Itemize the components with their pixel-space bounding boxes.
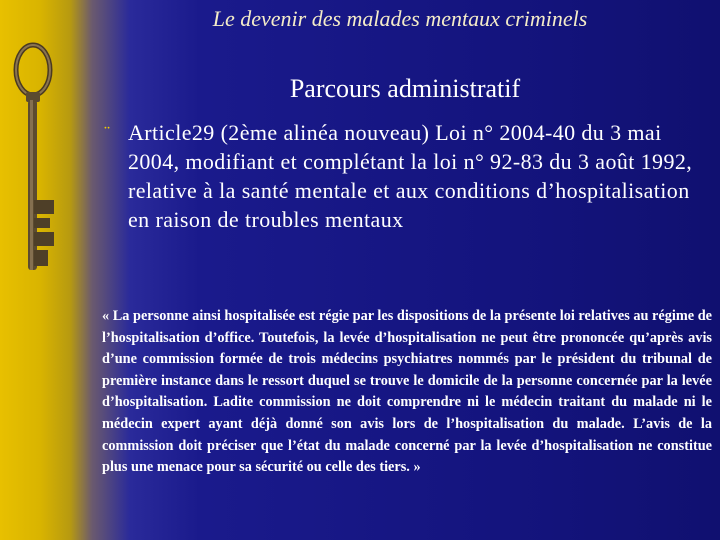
law-quote: « La personne ainsi hospitalisée est régie par les dispositions de la présente loi relatives au régime de l’hospitalisation d’office. Toutefois, la levée d’hospitalisation ne peut être prononcée qu’après avis d’une commission formée de trois médecins psychiatres nommés par le président du tribunal de première instance dans le ressort duquel se trouve le domicile de la personne concernée par la levée d’hospitalisation. Ladite commission ne doit comprendre ni le médecin traitant du malade ni le médecin expert ayant déjà donné son avis lors de l’hospitalisation du malade. L’avis de la commission doit préciser que l’état du malade concerné par la levée d’hospitalisation ne constitue plus une menace pour sa sécurité ou celle des tiers. » bbox=[102, 308, 712, 476]
bullet-text: Article29 (2ème alinéa nouveau) Loi n° 2004-40 du 3 mai 2004, modifiant et complétant la loi n° 92-83 du 3 août 1992, relative à la santé mentale et aux conditions d’hospitalisation en raison de troubles mentaux bbox=[128, 120, 693, 232]
bullet-marker-icon: ¨ bbox=[104, 122, 110, 142]
slide-header: Le devenir des malades mentaux criminels bbox=[212, 6, 588, 31]
old-key-icon bbox=[6, 40, 60, 280]
slide-subtitle: Parcours administratif bbox=[289, 74, 521, 103]
